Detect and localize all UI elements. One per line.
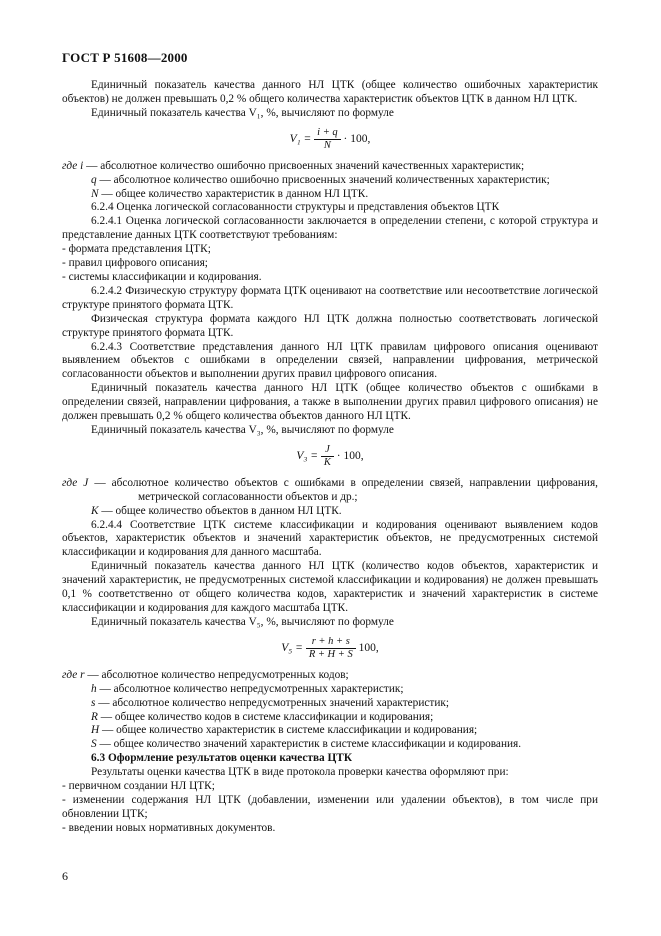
formula-tail: · 100,: [343, 132, 371, 145]
paragraph: Единичный показатель качества V₁, %, вычисляют по формуле: [91, 106, 394, 119]
definition-text: — абсолютное количество объектов с ошибками в определении связей, направлении цифрования, метрической согласованности объектов и др.;: [88, 476, 598, 503]
paragraph: Единичный показатель качества данного НЛ ЦТК (общее количество ошибочных характеристик объектов) не должен превышать 0,2 % общего количества характеристик объектов ЦТК в данном НЛ ЦТК.: [62, 79, 598, 105]
definition-line: [62, 697, 598, 711]
formula-tail: 100,: [358, 641, 379, 654]
definition-text: — общее количество значений характеристик в системе классификации и кодирования.: [96, 738, 522, 751]
definition-line: [62, 174, 598, 188]
definition-symbol: H: [91, 724, 100, 737]
definition-symbol: K: [91, 504, 99, 517]
definition-line: [62, 724, 598, 738]
formula-lhs: V₅ =: [281, 641, 303, 654]
list-item: - формата представления ЦТК;: [62, 243, 211, 256]
paragraph: Единичный показатель качества данного НЛ ЦТК (общее количество объектов с ошибками в определении связей, направлении цифрования, а также в выполнении других правил цифрового описания) не должен превышать 0,2 % общего количества объектов данного НЛ ЦТК.: [62, 382, 598, 423]
formula-fraction: [314, 127, 341, 152]
list-item: - первичном создании НЛ ЦТК;: [62, 780, 215, 793]
paragraph: Единичный показатель качества V₅, %, вычисляют по формуле: [91, 615, 394, 628]
definition-symbol: N: [91, 187, 99, 200]
definition-symbol: q: [91, 173, 97, 186]
formula-v1: [62, 127, 598, 152]
formula-lhs: V₁ =: [289, 132, 312, 145]
paragraph: 6.2.4.2 Физическую структуру формата ЦТК оценивают на соответствие или несоответствие логической структуре принятого формата ЦТК.: [62, 284, 598, 311]
definition-symbol: где r: [62, 668, 85, 681]
formula-v5: [62, 636, 598, 661]
definition-text: — общее количество характеристик в данном НЛ ЦТК.: [98, 187, 369, 200]
paragraph: Физическая структура формата каждого НЛ ЦТК должна полностью соответствовать логической структуре принятого формата ЦТК.: [62, 312, 598, 339]
formula-numerator: J: [321, 444, 334, 457]
page-number: 6: [62, 869, 68, 883]
formula-denominator: N: [323, 139, 331, 151]
definition-symbol: S: [91, 738, 97, 751]
definition-text: — абсолютное количество непредусмотренных кодов;: [84, 668, 349, 681]
definition-text: — абсолютное количество непредусмотренных значений характеристик;: [95, 696, 449, 709]
definition-line: [62, 738, 598, 752]
definition-text: — общее количество кодов в системе классификации и кодирования;: [97, 710, 434, 723]
list-item: - правил цифрового описания;: [62, 257, 208, 270]
list-item: - системы классификации и кодирования.: [62, 270, 262, 283]
definition-line: [62, 188, 598, 202]
section-heading: 6.2.4 Оценка логической согласованности структуры и представления объектов ЦТК: [91, 201, 500, 214]
paragraph: 6.2.4.1 Оценка логической согласованности заключается в определении степени, с которой структура и представление данных ЦТК соответствуют требованиям:: [62, 215, 598, 242]
formula-fraction: [321, 444, 334, 469]
formula-numerator: i + q: [314, 127, 341, 140]
paragraph: Единичный показатель качества данного НЛ ЦТК (количество кодов объектов, характеристик и значений характеристик, не предусмотренных системой классификации и кодирования) не должен превышать 0,1 % соответственно от общего количества кодов, характеристик и значений характеристик в системе классификации и кодирования для каждого масштаба ЦТК.: [62, 560, 598, 614]
definition-symbol: s: [91, 696, 96, 709]
definition-line: [62, 160, 598, 174]
paragraph: Результаты оценки качества ЦТК в виде протокола проверки качества оформляют при:: [91, 766, 509, 779]
formula-tail: · 100,: [336, 449, 364, 462]
list-item: - изменении содержания НЛ ЦТК (добавлении, изменении или удалении объектов), в том числе при обновлении ЦТК;: [62, 793, 598, 820]
formula-fraction: [306, 636, 356, 661]
definition-line: [62, 711, 598, 725]
definition-symbol: где i: [62, 159, 84, 172]
definition-text: — абсолютное количество непредусмотренных характеристик;: [96, 682, 404, 695]
definition-text: — абсолютное количество ошибочно присвоенных значений количественных характеристик;: [96, 173, 550, 186]
definition-text: — общее количество характеристик в системе классификации и кодирования;: [99, 724, 478, 737]
list-item: - введении новых нормативных документов.: [62, 821, 276, 834]
definition-symbol: R: [91, 710, 98, 723]
document-body: [62, 79, 598, 836]
formula-numerator: r + h + s: [306, 636, 356, 649]
formula-denominator: K: [323, 456, 331, 468]
definition-line: [62, 669, 598, 683]
formula-lhs: V₃ =: [296, 449, 319, 462]
formula-denominator: R + H + S: [308, 648, 353, 660]
definition-text: — абсолютное количество ошибочно присвоенных значений качественных характеристик;: [83, 159, 525, 172]
definition-line: [62, 505, 598, 519]
paragraph: Единичный показатель качества V₃, %, вычисляют по формуле: [91, 423, 394, 436]
definition-line: [62, 477, 598, 505]
definition-symbol: h: [91, 682, 97, 695]
definition-text: — общее количество объектов в данном НЛ ЦТК.: [98, 504, 342, 517]
definition-symbol: где J: [62, 476, 89, 489]
paragraph: 6.2.4.4 Соответствие ЦТК системе классификации и кодирования оценивают выявлением кодов объектов, характеристик объектов и значений характеристик объектов, не предусмотренных системой классификации и кодирования для данного масштаба.: [62, 518, 598, 559]
section-heading: 6.3 Оформление результатов оценки качества ЦТК: [91, 752, 353, 765]
document-header: ГОСТ Р 51608—2000: [62, 50, 188, 65]
paragraph: 6.2.4.3 Соответствие представления данного НЛ ЦТК правилам цифрового описания оценивают выявлением объектов с ошибками в определении связей, направлении цифрования, метрической согласованности объектов и выполнении других правил цифрового описания.: [62, 340, 598, 381]
formula-v3: [62, 444, 598, 469]
definition-line: [62, 683, 598, 697]
